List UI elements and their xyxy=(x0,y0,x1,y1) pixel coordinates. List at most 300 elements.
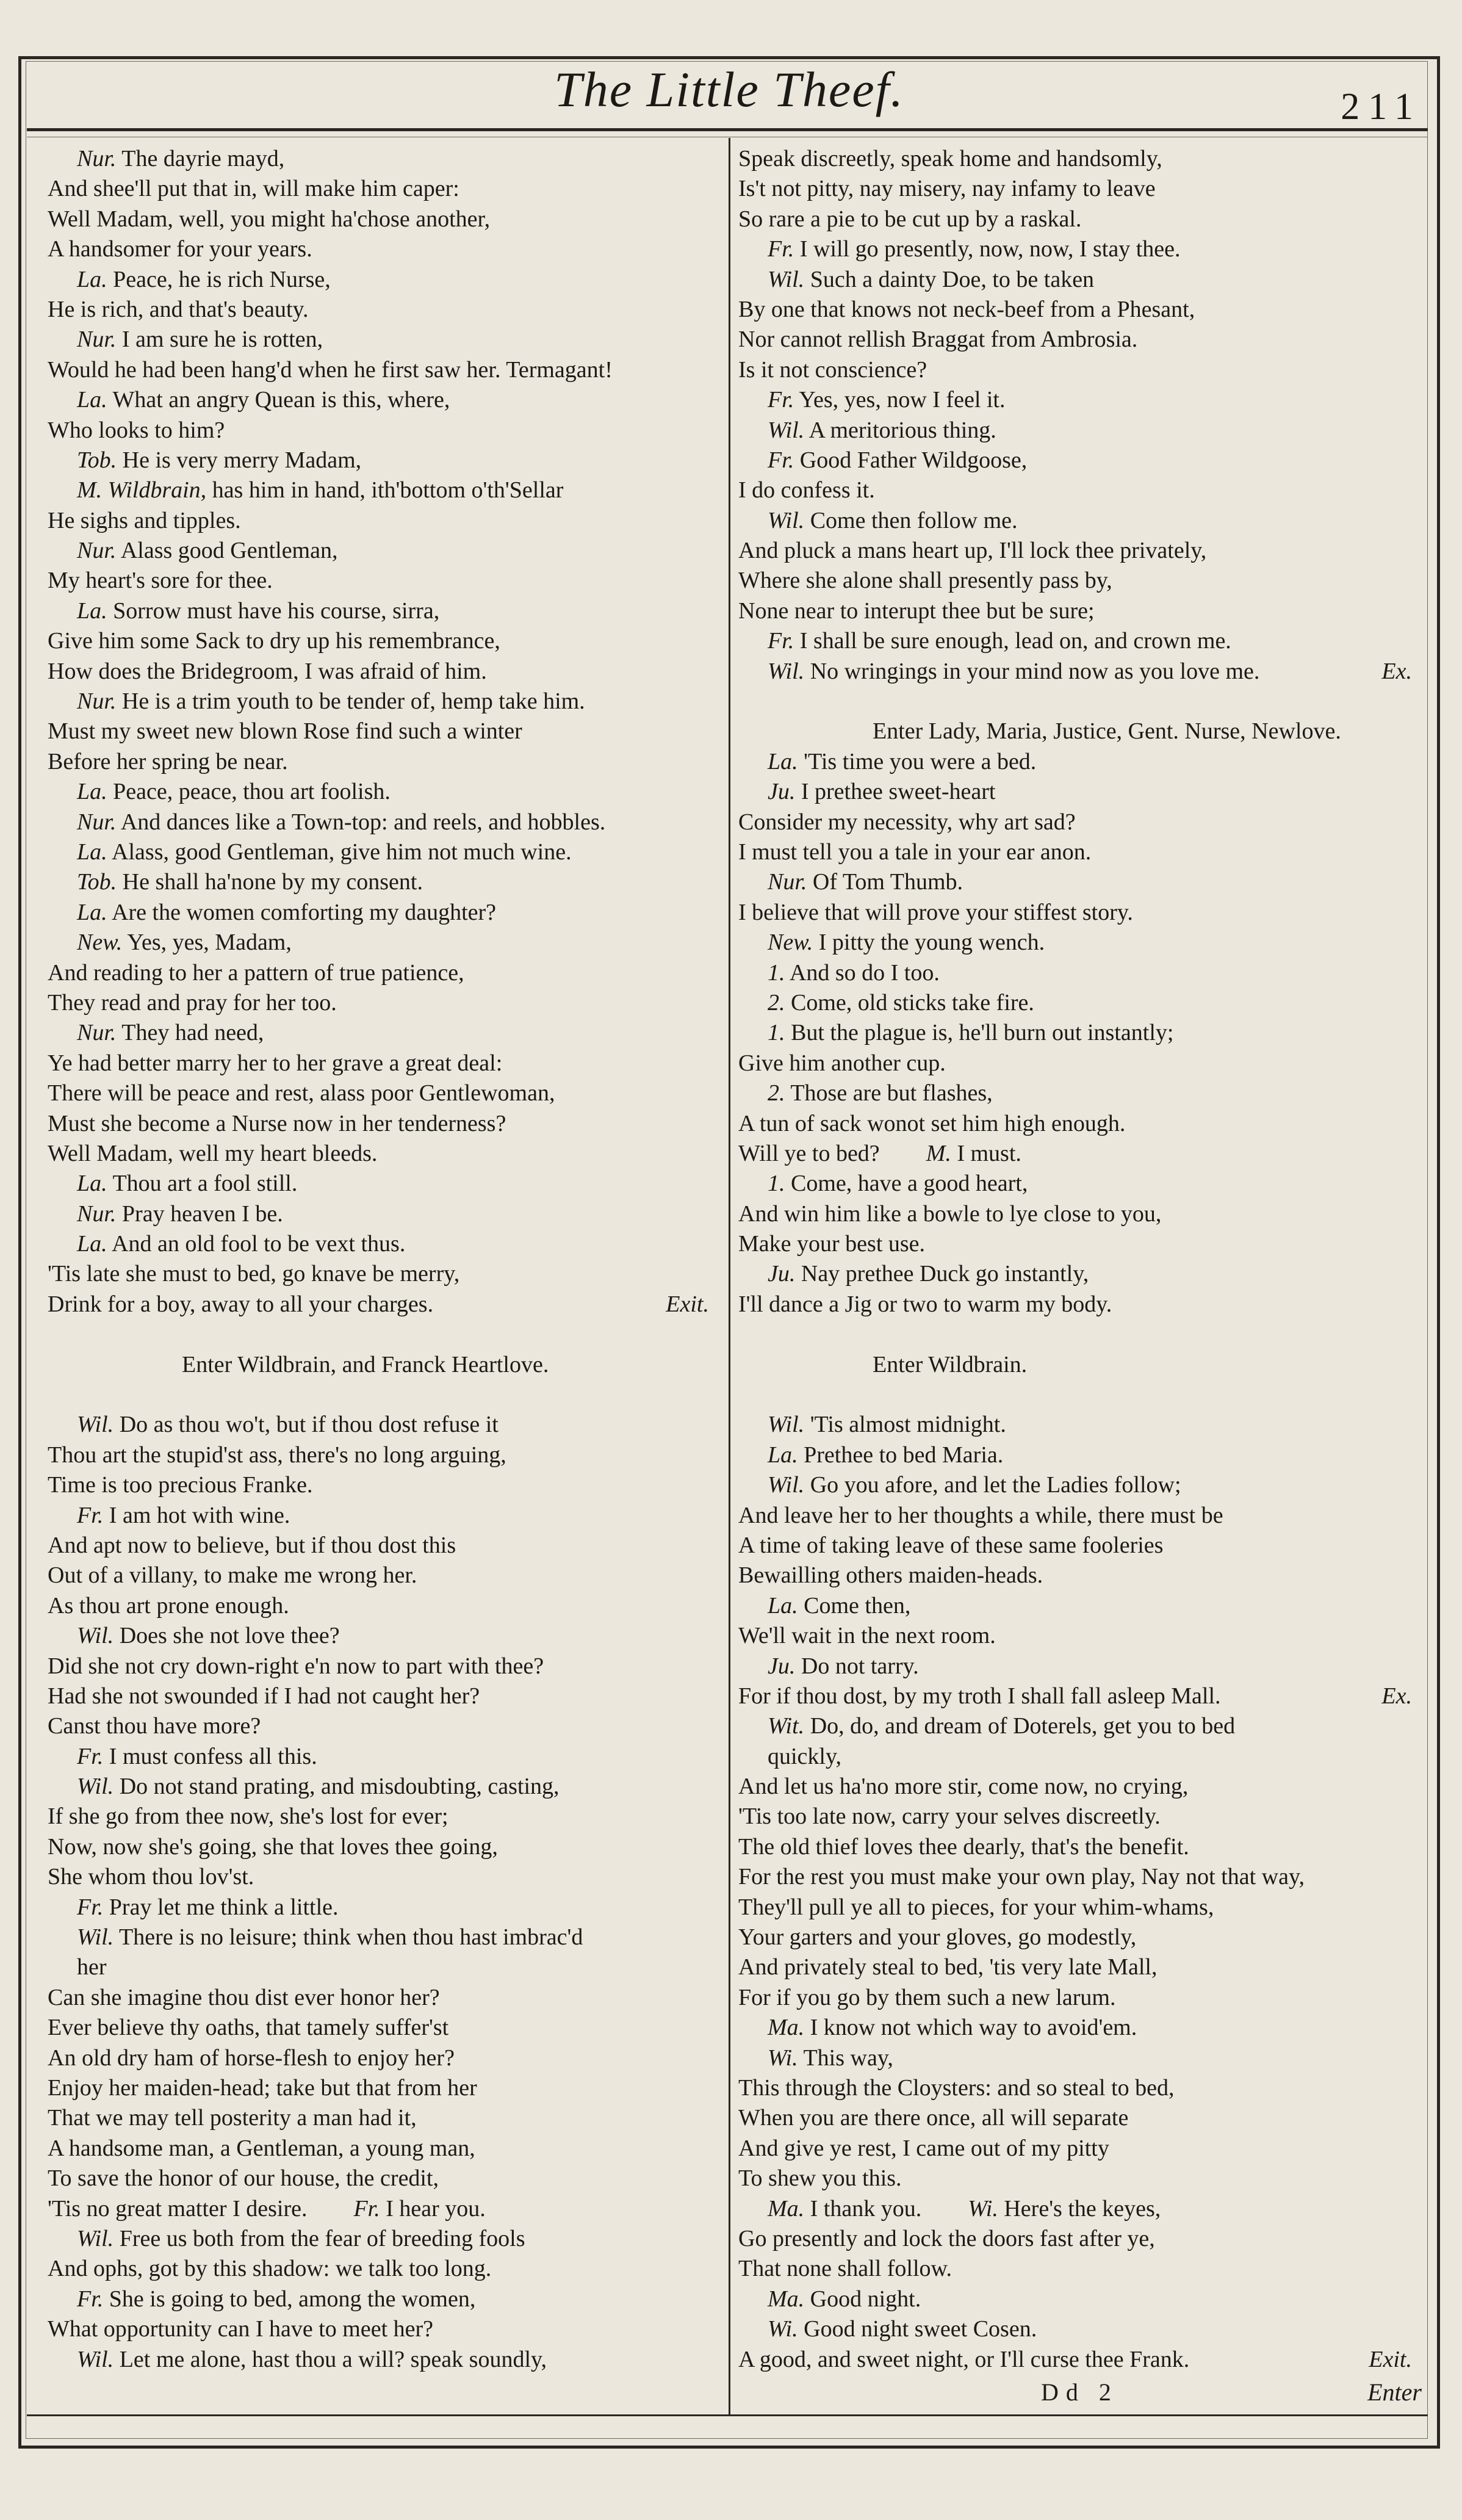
verse-line xyxy=(738,385,1422,415)
line-text: Alass good Gentleman, xyxy=(120,538,338,564)
verse-line xyxy=(48,837,719,867)
line-text: Is it not conscience? xyxy=(738,356,927,383)
verse-line xyxy=(738,295,1422,325)
stage-direction-text: Enter Lady, Maria, Justice, Gent. Nurse, Newlove. xyxy=(873,718,1341,745)
verse-line xyxy=(48,1470,719,1500)
verse-line xyxy=(738,1893,1422,1922)
speaker-prefix: Wil. xyxy=(768,507,805,533)
header-rule xyxy=(27,128,1428,131)
line-text: She whom thou lov'st. xyxy=(48,1864,254,1890)
verse-line xyxy=(738,2345,1422,2375)
line-text: Go you afore, and let the Ladies follow; xyxy=(810,1472,1181,1498)
verse-line xyxy=(48,1440,719,1470)
line-text: Drink for a boy, away to all your charges. xyxy=(48,1291,434,1317)
verse-line xyxy=(738,1983,1422,2013)
stage-direction-text: Enter Wildbrain, and Franck Heartlove. xyxy=(182,1351,549,1377)
line-text: A handsome man, a Gentleman, a young man, xyxy=(48,2135,475,2161)
verse-line xyxy=(738,1018,1422,1048)
verse-line xyxy=(48,657,719,687)
speaker-prefix: Wil. xyxy=(768,417,805,443)
verse-line xyxy=(738,837,1422,867)
speaker-prefix: La. xyxy=(77,598,107,624)
verse-line xyxy=(738,1711,1422,1741)
verse-line xyxy=(738,1832,1422,1862)
line-text: Ever believe thy oaths, that tamely suffer'st xyxy=(48,2015,449,2041)
exit-direction: Ex. xyxy=(1381,1683,1412,1709)
line-text: He sighs and tipples. xyxy=(48,507,241,533)
speaker-prefix: 1. xyxy=(768,959,785,986)
verse-line xyxy=(738,1531,1422,1561)
verse-line xyxy=(738,1290,1422,1320)
line-text: Time is too precious Franke. xyxy=(48,1472,313,1498)
line-text: Yes, yes, Madam, xyxy=(127,930,292,956)
line-text: He is very merry Madam, xyxy=(122,447,362,473)
line-text: And ophs, got by this shadow: we talk too long. xyxy=(48,2256,492,2282)
verse-line xyxy=(48,506,719,536)
speaker-prefix: Ma. xyxy=(768,2015,805,2041)
verse-line xyxy=(738,928,1422,958)
line-text: And privately steal to bed, 'tis very late Mall, xyxy=(738,1954,1158,1980)
line-text: And let us ha'no more stir, come now, no crying, xyxy=(738,1774,1189,1800)
speaker-prefix: Nur. xyxy=(77,146,117,171)
verse-line xyxy=(48,1681,719,1711)
verse-line xyxy=(738,1742,1422,1772)
line-text: And win him like a bowle to lye close to you, xyxy=(738,1200,1162,1227)
line-text: Who looks to him? xyxy=(48,417,225,443)
stage-direction-text: Enter Wildbrain. xyxy=(873,1351,1028,1377)
running-header xyxy=(18,56,1440,129)
footer-rule xyxy=(27,2414,1428,2416)
verse-line xyxy=(48,204,719,234)
line-text: They read and pray for her too. xyxy=(48,989,337,1016)
verse-line xyxy=(738,1772,1422,1802)
speaker-prefix: Wi. xyxy=(968,2195,998,2222)
verse-line xyxy=(738,2073,1422,2103)
verse-line xyxy=(48,1410,719,1440)
verse-line xyxy=(738,1440,1422,1470)
line-text: And dances like a Town-top: and reels, and hobbles. xyxy=(120,809,606,835)
verse-line xyxy=(48,1922,719,1952)
line-text: I do confess it. xyxy=(738,477,875,504)
verse-line xyxy=(738,1229,1422,1259)
verse-line xyxy=(48,2194,719,2224)
verse-line xyxy=(48,174,719,204)
line-text: I must tell you a tale in your ear anon. xyxy=(738,839,1092,865)
line-text: Nor cannot rellish Braggat from Ambrosia. xyxy=(738,327,1138,353)
verse-line xyxy=(48,596,719,626)
line-text: 'Tis time you were a bed. xyxy=(804,748,1037,774)
signature-mark: Dd 2 xyxy=(1041,2378,1118,2406)
verse-line xyxy=(738,1681,1422,1711)
speaker-prefix: Wil. xyxy=(77,1623,114,1649)
line-text: So rare a pie to be cut up by a raskal. xyxy=(738,206,1082,232)
verse-line xyxy=(738,475,1422,505)
line-text: Peace, peace, thou art foolish. xyxy=(113,779,391,805)
speaker-prefix: Wi. xyxy=(768,2045,798,2071)
verse-line xyxy=(48,626,719,656)
catchword: Enter xyxy=(1367,2378,1422,2406)
verse-line xyxy=(48,1229,719,1259)
verse-line xyxy=(738,2224,1422,2254)
verse-line xyxy=(48,1711,719,1741)
verse-line xyxy=(738,1561,1422,1590)
verse-line xyxy=(738,1621,1422,1651)
verse-line xyxy=(738,2254,1422,2284)
line-text: And apt now to believe, but if thou dost this xyxy=(48,1532,456,1558)
verse-line xyxy=(738,2194,1422,2224)
line-text: He is a trim youth to be tender of, hemp take him. xyxy=(121,688,585,715)
speaker-prefix: Wil. xyxy=(77,2346,114,2372)
line-text: Give him some Sack to dry up his remembrance, xyxy=(48,628,500,654)
line-text: Come then follow me. xyxy=(810,507,1018,533)
line-text: Now, now she's going, she that loves thee going, xyxy=(48,1833,498,1860)
speaker-prefix: Wil. xyxy=(768,1412,805,1438)
line-text: Good Father Wildgoose, xyxy=(799,447,1028,473)
line-text: An old dry ham of horse-flesh to enjoy her? xyxy=(48,2045,455,2071)
line-text: No wringings in your mind now as you love me. xyxy=(810,658,1260,684)
speaker-prefix: Fr. xyxy=(768,447,794,473)
verse-line xyxy=(48,1772,719,1802)
line-text: A tun of sack wonot set him high enough. xyxy=(738,1110,1126,1136)
line-text: Thou art the stupid'st ass, there's no long arguing, xyxy=(48,1442,506,1468)
verse-line xyxy=(48,1078,719,1108)
verse-line xyxy=(738,1049,1422,1078)
line-text: For if you go by them such a new larum. xyxy=(738,1984,1116,2010)
speaker-prefix: Ju. xyxy=(768,1261,796,1287)
line-text: And pluck a mans heart up, I'll lock thee privately, xyxy=(738,538,1207,564)
speaker-prefix: Fr. xyxy=(768,236,794,262)
line-text: And leave her to her thoughts a while, there must be xyxy=(738,1502,1223,1528)
left-text-column xyxy=(48,144,719,2375)
line-text: Here's the keyes, xyxy=(1004,2195,1161,2222)
verse-line xyxy=(738,144,1422,174)
speaker-prefix: Ma. xyxy=(768,2286,805,2312)
line-text: Prethee to bed Maria. xyxy=(804,1442,1004,1468)
line-text: This way, xyxy=(803,2045,893,2071)
blank-line xyxy=(738,1320,1422,1349)
speaker-prefix: La. xyxy=(768,748,798,774)
line-text: They'll pull ye all to pieces, for your whim-whams, xyxy=(738,1894,1214,1920)
verse-line xyxy=(48,144,719,174)
line-text: Make your best use. xyxy=(738,1231,926,1257)
line-text: 'Tis too late now, carry your selves discreetly. xyxy=(738,1803,1161,1830)
verse-line xyxy=(48,1169,719,1199)
speaker-prefix: M. xyxy=(926,1140,951,1166)
verse-line xyxy=(48,1018,719,1048)
verse-line xyxy=(48,1199,719,1229)
verse-line xyxy=(48,1531,719,1561)
line-text: Where she alone shall presently pass by, xyxy=(738,568,1112,594)
line-text: That none shall follow. xyxy=(738,2256,952,2282)
verse-line xyxy=(738,2043,1422,2073)
right-text-column xyxy=(738,144,1422,2375)
verse-line xyxy=(48,234,719,264)
line-text: None near to interupt thee but be sure; xyxy=(738,598,1095,624)
verse-line xyxy=(738,325,1422,355)
verse-line xyxy=(48,2254,719,2284)
speaker-prefix: Wil. xyxy=(77,1924,114,1951)
line-text: 'Tis late she must to bed, go knave be merry, xyxy=(48,1261,460,1287)
line-text: By one that knows not neck-beef from a Phesant, xyxy=(738,296,1195,322)
verse-line xyxy=(48,2013,719,2043)
speaker-prefix: Wi. xyxy=(768,2316,798,2342)
line-text: I hear you. xyxy=(386,2195,486,2222)
line-text: How does the Bridegroom, I was afraid of him. xyxy=(48,658,487,684)
verse-line xyxy=(48,475,719,505)
line-text: Bewailling others maiden-heads. xyxy=(738,1562,1043,1589)
verse-line xyxy=(48,2103,719,2133)
verse-line xyxy=(738,265,1422,295)
verse-line xyxy=(738,1862,1422,1892)
line-text: Ye had better marry her to her grave a great deal: xyxy=(48,1050,503,1076)
verse-line xyxy=(738,506,1422,536)
line-text: Out of a villany, to make me wrong her. xyxy=(48,1562,417,1589)
line-text: Nay prethee Duck go instantly, xyxy=(801,1261,1089,1287)
verse-line xyxy=(48,1290,719,1320)
line-text: As thou art prone enough. xyxy=(48,1592,289,1619)
speaker-prefix: Fr. xyxy=(77,1502,104,1528)
line-text: There will be peace and rest, alass poor Gentlewoman, xyxy=(48,1080,555,1107)
speaker-prefix: La. xyxy=(77,839,107,865)
verse-line xyxy=(48,2224,719,2254)
line-text: Free us both from the fear of breeding fools xyxy=(119,2225,525,2251)
speaker-prefix: Fr. xyxy=(768,387,794,413)
verse-line xyxy=(48,1139,719,1169)
line-text: Of Tom Thumb. xyxy=(812,869,963,895)
line-text: Thou art a fool still. xyxy=(112,1171,298,1197)
line-text: To save the honor of our house, the credit, xyxy=(48,2165,439,2192)
line-text: Had she not swounded if I had not caught her? xyxy=(48,1683,480,1709)
speaker-prefix: Tob. xyxy=(77,447,117,473)
line-text: The old thief loves thee dearly, that's the benefit. xyxy=(738,1833,1189,1860)
speaker-prefix: 1. xyxy=(768,1020,785,1046)
line-text: Let me alone, hast thou a will? speak soundly, xyxy=(119,2346,547,2372)
verse-line xyxy=(48,1561,719,1590)
line-text: Good night sweet Cosen. xyxy=(804,2316,1037,2342)
line-text: Speak discreetly, speak home and handsomly, xyxy=(738,146,1162,171)
speaker-prefix: Nur. xyxy=(768,869,807,895)
line-text: 'Tis almost midnight. xyxy=(810,1412,1006,1438)
line-text: Do not tarry. xyxy=(801,1653,919,1679)
verse-line xyxy=(48,1862,719,1892)
verse-line xyxy=(48,958,719,988)
running-title: The Little Theef. xyxy=(554,62,904,117)
speaker-prefix: La. xyxy=(77,387,107,413)
verse-line xyxy=(738,2134,1422,2164)
verse-line xyxy=(48,1742,719,1772)
verse-line xyxy=(48,265,719,295)
verse-line xyxy=(738,777,1422,807)
line-text: My heart's sore for thee. xyxy=(48,568,273,594)
line-text: And give ye rest, I came out of my pitty xyxy=(738,2135,1109,2161)
speaker-prefix: Wil. xyxy=(768,658,805,684)
verse-line xyxy=(48,1591,719,1621)
verse-line xyxy=(738,1078,1422,1108)
speaker-prefix: M. Wildbrain, xyxy=(77,477,207,504)
line-text: Must she become a Nurse now in her tenderness? xyxy=(48,1110,506,1136)
line-text: A good, and sweet night, or I'll curse thee Frank. xyxy=(738,2346,1190,2372)
verse-line xyxy=(738,657,1422,687)
verse-line xyxy=(738,1109,1422,1139)
verse-line xyxy=(48,747,719,777)
line-text: I know not which way to avoid'em. xyxy=(810,2015,1137,2041)
line-text: I thank you. xyxy=(810,2195,922,2222)
verse-line xyxy=(738,988,1422,1018)
speaker-prefix: 1. xyxy=(768,1171,785,1197)
verse-line xyxy=(48,385,719,415)
line-text: When you are there once, all will separate xyxy=(738,2105,1129,2131)
line-text: There is no leisure; think when thou hast imbrac'd xyxy=(119,1924,583,1951)
line-text: Those are but flashes, xyxy=(790,1080,993,1107)
line-text: If she go from thee now, she's lost for ever; xyxy=(48,1803,448,1830)
line-text: Is't not pitty, nay misery, nay infamy to leave xyxy=(738,176,1156,202)
line-text: And an old fool to be vext thus. xyxy=(112,1231,406,1257)
verse-line xyxy=(738,958,1422,988)
speaker-prefix: New. xyxy=(768,930,813,956)
verse-line xyxy=(48,717,719,746)
speaker-prefix: Nur. xyxy=(77,1020,117,1046)
verse-line xyxy=(738,1139,1422,1169)
exit-direction: Exit. xyxy=(1369,2346,1412,2372)
verse-line xyxy=(48,2345,719,2375)
speaker-prefix: 2. xyxy=(768,989,785,1016)
line-text: Alass, good Gentleman, give him not much wine. xyxy=(112,839,572,865)
line-text: We'll wait in the next room. xyxy=(738,1623,996,1649)
verse-line xyxy=(48,867,719,897)
verse-line xyxy=(738,2164,1422,2193)
line-text: I'll dance a Jig or two to warm my body. xyxy=(738,1291,1112,1317)
line-text: Consider my necessity, why art sad? xyxy=(738,809,1076,835)
line-text: Good night. xyxy=(810,2286,921,2312)
verse-line xyxy=(738,446,1422,475)
verse-line xyxy=(48,1049,719,1078)
verse-line xyxy=(48,777,719,807)
verse-line xyxy=(738,747,1422,777)
speaker-prefix: Wil. xyxy=(77,1412,114,1438)
line-text: Do, do, and dream of Doterels, get you to bed xyxy=(810,1713,1236,1739)
verse-line xyxy=(738,1169,1422,1199)
speaker-prefix: Wil. xyxy=(77,1774,114,1800)
stage-direction xyxy=(48,1350,719,1380)
verse-line xyxy=(48,1952,719,1982)
verse-line xyxy=(738,174,1422,204)
line-text: I pitty the young wench. xyxy=(818,930,1045,956)
speaker-prefix: Wil. xyxy=(77,2225,114,2251)
line-text: I am sure he is rotten, xyxy=(121,327,323,353)
verse-line xyxy=(738,1410,1422,1440)
line-text: He is rich, and that's beauty. xyxy=(48,296,309,322)
blank-line xyxy=(738,1380,1422,1410)
verse-line xyxy=(738,416,1422,446)
speaker-prefix: Fr. xyxy=(353,2195,380,2222)
verse-line xyxy=(48,325,719,355)
line-text: The dayrie mayd, xyxy=(121,146,285,171)
speaker-prefix: La. xyxy=(77,266,107,292)
verse-line xyxy=(738,1501,1422,1531)
speaker-prefix: Nur. xyxy=(77,1200,117,1227)
speaker-prefix: La. xyxy=(77,1231,107,1257)
speaker-prefix: Ju. xyxy=(768,779,796,805)
verse-line xyxy=(738,204,1422,234)
verse-line xyxy=(738,807,1422,837)
line-text: Canst thou have more? xyxy=(48,1713,261,1739)
line-text: her xyxy=(77,1954,107,1980)
line-text: Must my sweet new blown Rose find such a winter xyxy=(48,718,522,745)
line-text: Enjoy her maiden-head; take but that from her xyxy=(48,2075,477,2101)
verse-line xyxy=(738,355,1422,385)
line-text: But the plague is, he'll burn out instantly; xyxy=(791,1020,1174,1046)
verse-line xyxy=(48,2164,719,2193)
line-text: They had need, xyxy=(121,1020,264,1046)
line-text: For if thou dost, by my troth I shall fall asleep Mall. xyxy=(738,1683,1221,1709)
line-text: Sorrow must have his course, sirra, xyxy=(113,598,440,624)
verse-line xyxy=(738,2314,1422,2344)
verse-line xyxy=(738,1652,1422,1681)
speaker-prefix: Wil. xyxy=(768,1472,805,1498)
line-text: Well Madam, well, you might ha'chose another, xyxy=(48,206,491,232)
line-text: Will ye to bed? xyxy=(738,1140,880,1166)
verse-line xyxy=(48,898,719,928)
speaker-prefix: Wit. xyxy=(768,1713,805,1739)
speaker-prefix: La. xyxy=(77,899,107,925)
line-text: Your garters and your gloves, go modestly, xyxy=(738,1924,1137,1951)
line-text: Well Madam, well my heart bleeds. xyxy=(48,1140,378,1166)
speaker-prefix: La. xyxy=(768,1442,798,1468)
line-text: Before her spring be near. xyxy=(48,748,288,774)
verse-line xyxy=(48,1893,719,1922)
verse-line xyxy=(738,2284,1422,2314)
line-text: Give him another cup. xyxy=(738,1050,946,1076)
line-text: This through the Cloysters: and so steal to bed, xyxy=(738,2075,1175,2101)
line-text: I must confess all this. xyxy=(109,1743,317,1769)
line-text: quickly, xyxy=(768,1743,842,1769)
speaker-prefix: Ju. xyxy=(768,1653,796,1679)
verse-line xyxy=(738,1591,1422,1621)
line-text: That we may tell posterity a man had it, xyxy=(48,2105,417,2131)
speaker-prefix: 2. xyxy=(768,1080,785,1107)
verse-line xyxy=(738,596,1422,626)
verse-line xyxy=(48,687,719,717)
verse-line xyxy=(48,1621,719,1651)
line-text: Do not stand prating, and misdoubting, casting, xyxy=(119,1774,560,1800)
verse-line xyxy=(48,536,719,566)
line-text: Pray heaven I be. xyxy=(121,1200,283,1227)
line-text: And so do I too. xyxy=(789,959,940,986)
verse-line xyxy=(48,1259,719,1289)
line-text: Would he had been hang'd when he first saw her. Termagant! xyxy=(48,356,613,383)
exit-direction: Exit. xyxy=(666,1291,709,1317)
line-text: Come, have a good heart, xyxy=(791,1171,1028,1197)
verse-line xyxy=(48,2314,719,2344)
line-text: A handsomer for your years. xyxy=(48,236,312,262)
line-text: Come then, xyxy=(804,1592,911,1619)
line-text: To shew you this. xyxy=(738,2165,902,2192)
verse-line xyxy=(48,355,719,385)
line-text: I am hot with wine. xyxy=(109,1502,290,1528)
speaker-prefix: Wil. xyxy=(768,266,805,292)
verse-line xyxy=(738,566,1422,596)
verse-line xyxy=(48,2043,719,2073)
verse-line xyxy=(48,1832,719,1862)
line-text: Pray let me think a little. xyxy=(109,1894,339,1920)
verse-line xyxy=(48,1802,719,1832)
speaker-prefix: Nur. xyxy=(77,538,117,564)
speaker-prefix: Ma. xyxy=(768,2195,805,2222)
verse-line xyxy=(48,2134,719,2164)
speaker-prefix: La. xyxy=(77,1171,107,1197)
line-text: A time of taking leave of these same fooleries xyxy=(738,1532,1164,1558)
verse-line xyxy=(48,416,719,446)
